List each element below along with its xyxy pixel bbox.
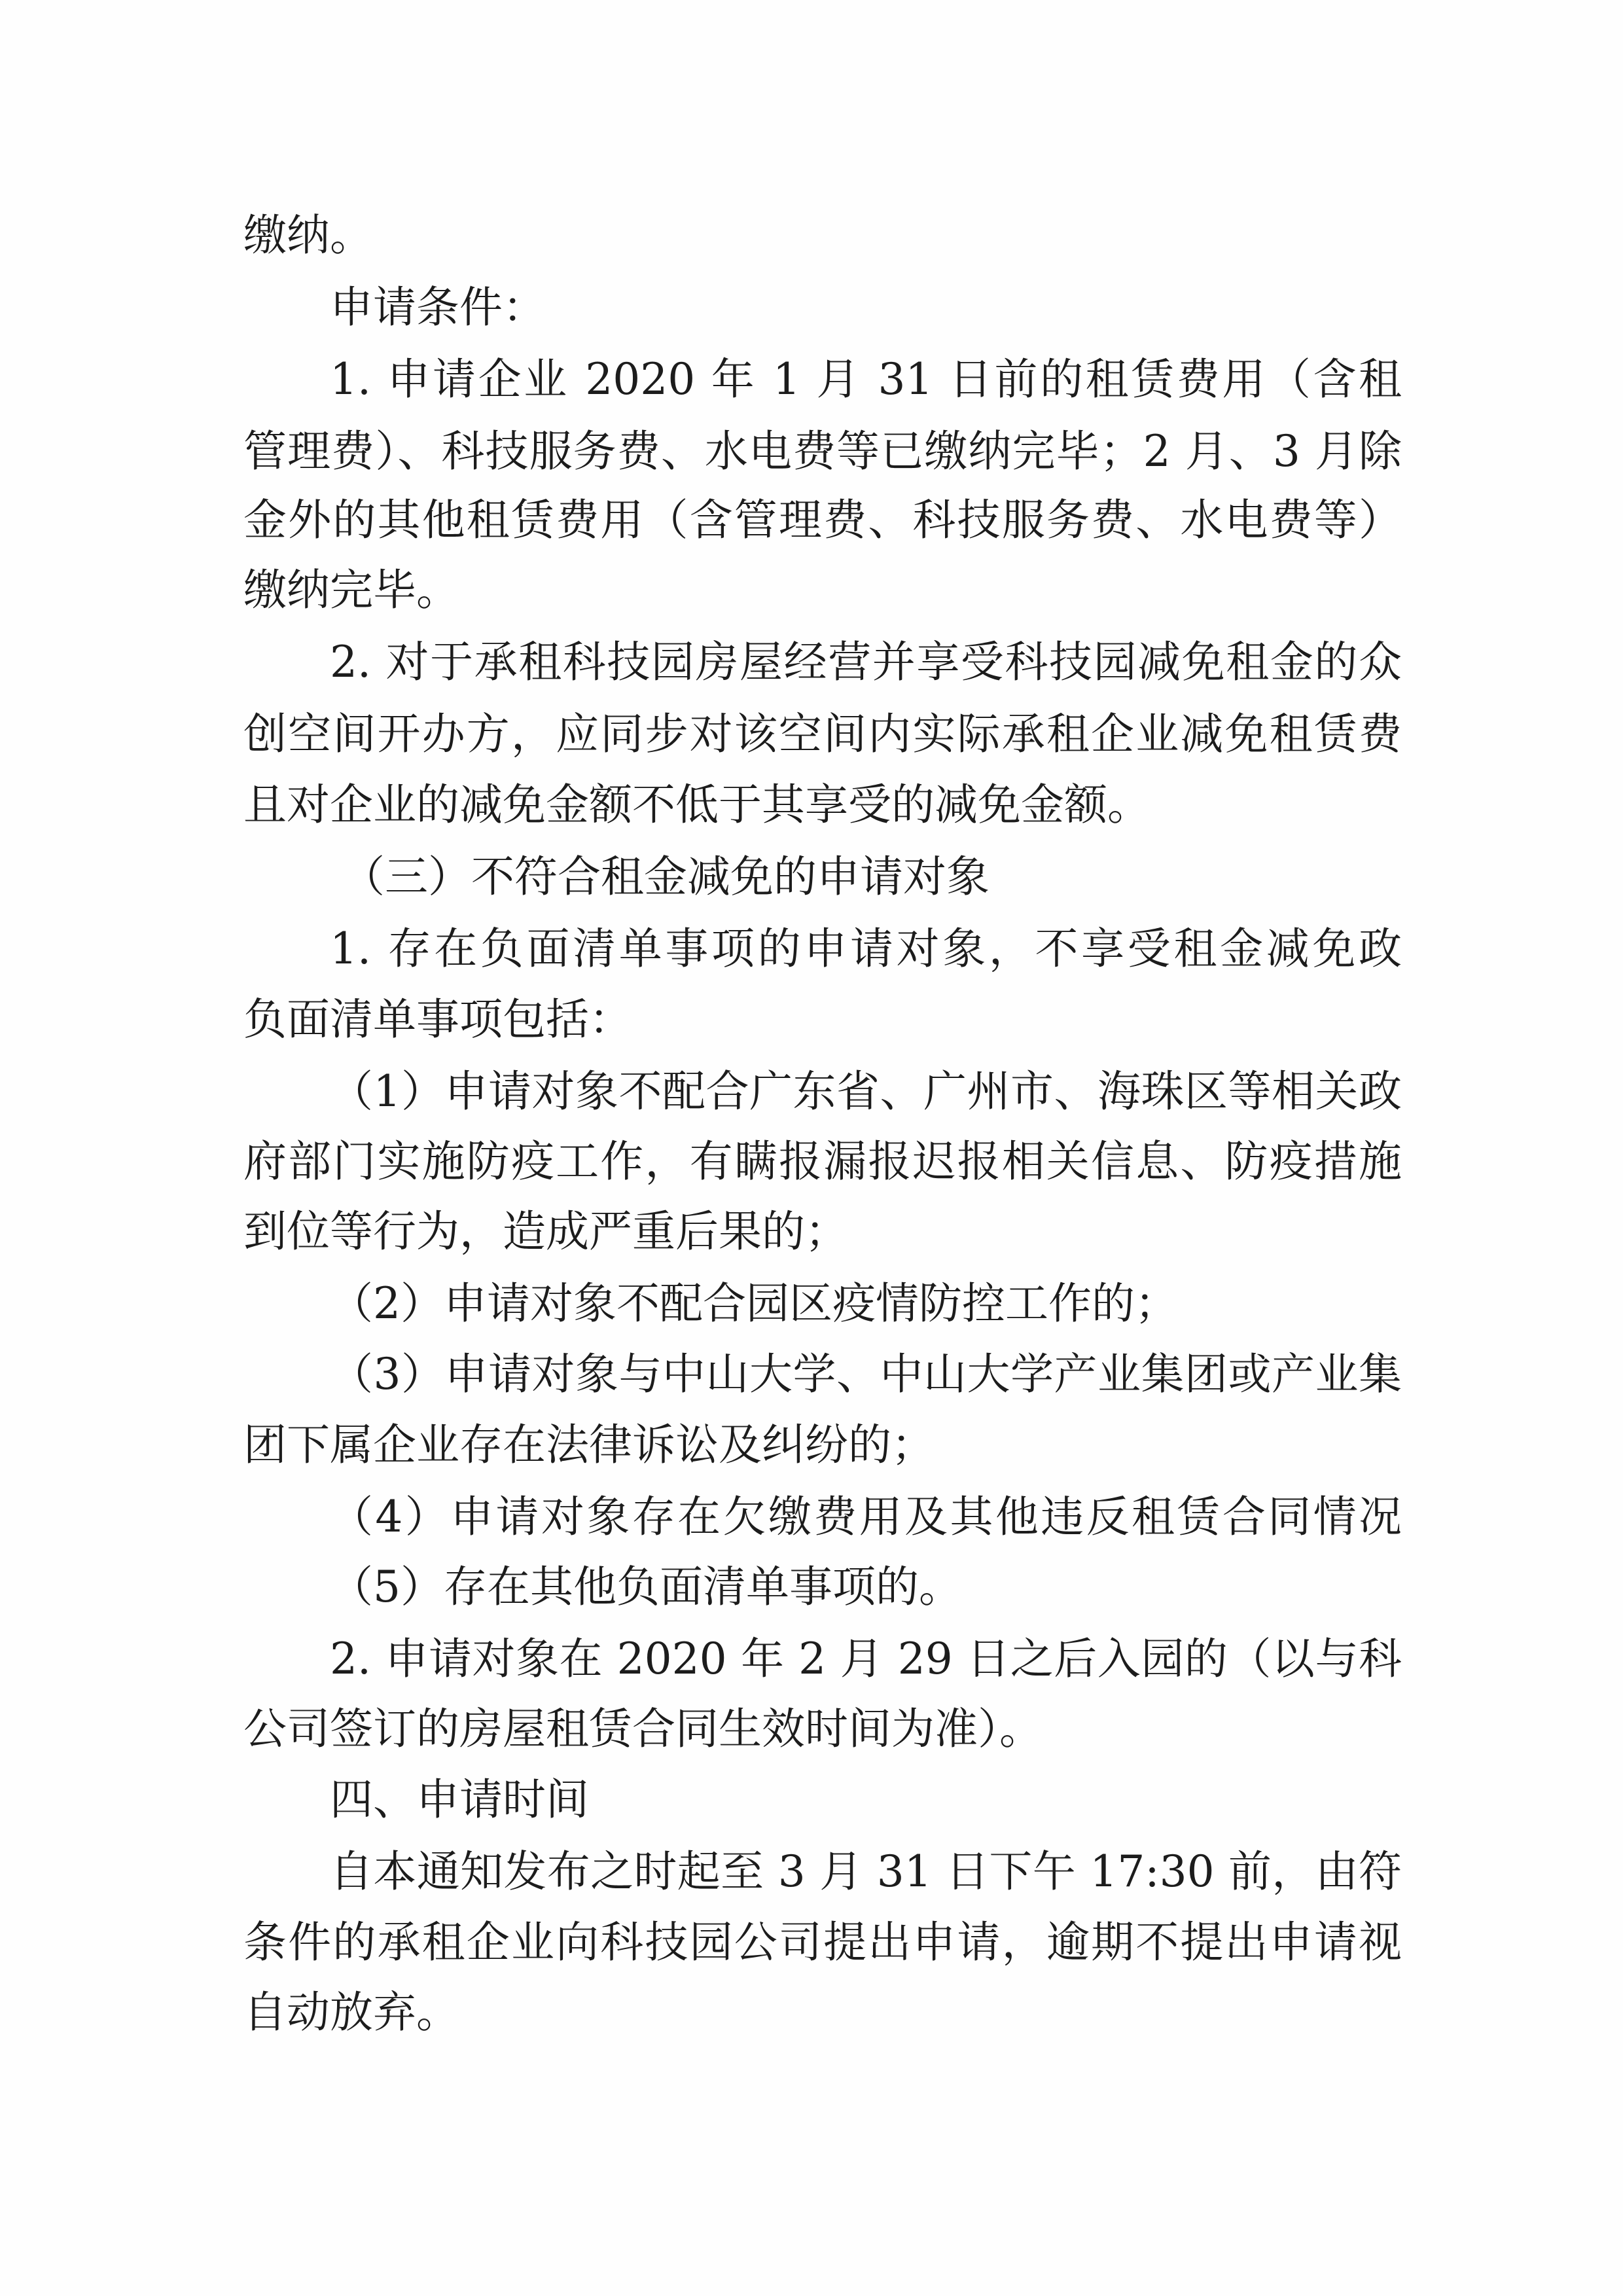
text-line: 创空间开办方，应同步对该空间内实际承租企业减免租赁费 (243, 709, 1402, 759)
text-line: （5）存在其他负面清单事项的。 (330, 1562, 962, 1612)
text-line: 府部门实施防疫工作，有瞒报漏报迟报相关信息、防疫措施 (243, 1136, 1402, 1187)
text-line: 自动放弃。 (243, 1987, 459, 2037)
text-line: 缴纳。 (243, 210, 373, 260)
text-line: 1. 申请企业 2020 年 1 月 31 日前的租赁费用（含租 (330, 354, 1402, 404)
text-line: 金外的其他租赁费用（含管理费、科技服务费、水电费等） (243, 495, 1402, 545)
text-line: 自本通知发布之时起至 3 月 31 日下午 17:30 前，由符 (330, 1846, 1402, 1897)
text-line: 公司签订的房屋租赁合同生效时间为准）。 (243, 1704, 1043, 1754)
text-line: 管理费）、科技服务费、水电费等已缴纳完毕；2 月、3 月除 (243, 426, 1402, 476)
text-line: 2. 对于承租科技园房屋经营并享受科技园减免租金的众 (330, 637, 1402, 687)
text-line: 2. 申请对象在 2020 年 2 月 29 日之后入园的（以与科 (330, 1634, 1402, 1684)
text-line: 条件的承租企业向科技园公司提出申请，逾期不提出申请视 (243, 1917, 1402, 1967)
text-line: 团下属企业存在法律诉讼及纠纷的； (243, 1420, 935, 1470)
text-line: 负面清单事项包括： (243, 994, 632, 1045)
text-line: （3）申请对象与中山大学、中山大学产业集团或产业集 (330, 1349, 1402, 1399)
text-line: 1. 存在负面清单事项的申请对象，不享受租金减免政 (330, 924, 1402, 974)
text-line: （4）申请对象存在欠缴费用及其他违反租赁合同情况 (330, 1492, 1402, 1542)
text-line: 且对企业的减免金额不低于其享受的减免金额。 (243, 780, 1150, 830)
text-line: 缴纳完毕。 (243, 565, 459, 615)
text-line: （2）申请对象不配合园区疫情防控工作的； (330, 1278, 1178, 1329)
section-heading: （三）不符合租金减免的申请对象 (342, 852, 990, 902)
text-line: （1）申请对象不配合广东省、广州市、海珠区等相关政 (330, 1066, 1402, 1117)
text-line: 到位等行为，造成严重后果的； (243, 1206, 848, 1257)
section-heading: 四、申请时间 (330, 1774, 589, 1825)
text-line: 申请条件： (330, 282, 546, 332)
